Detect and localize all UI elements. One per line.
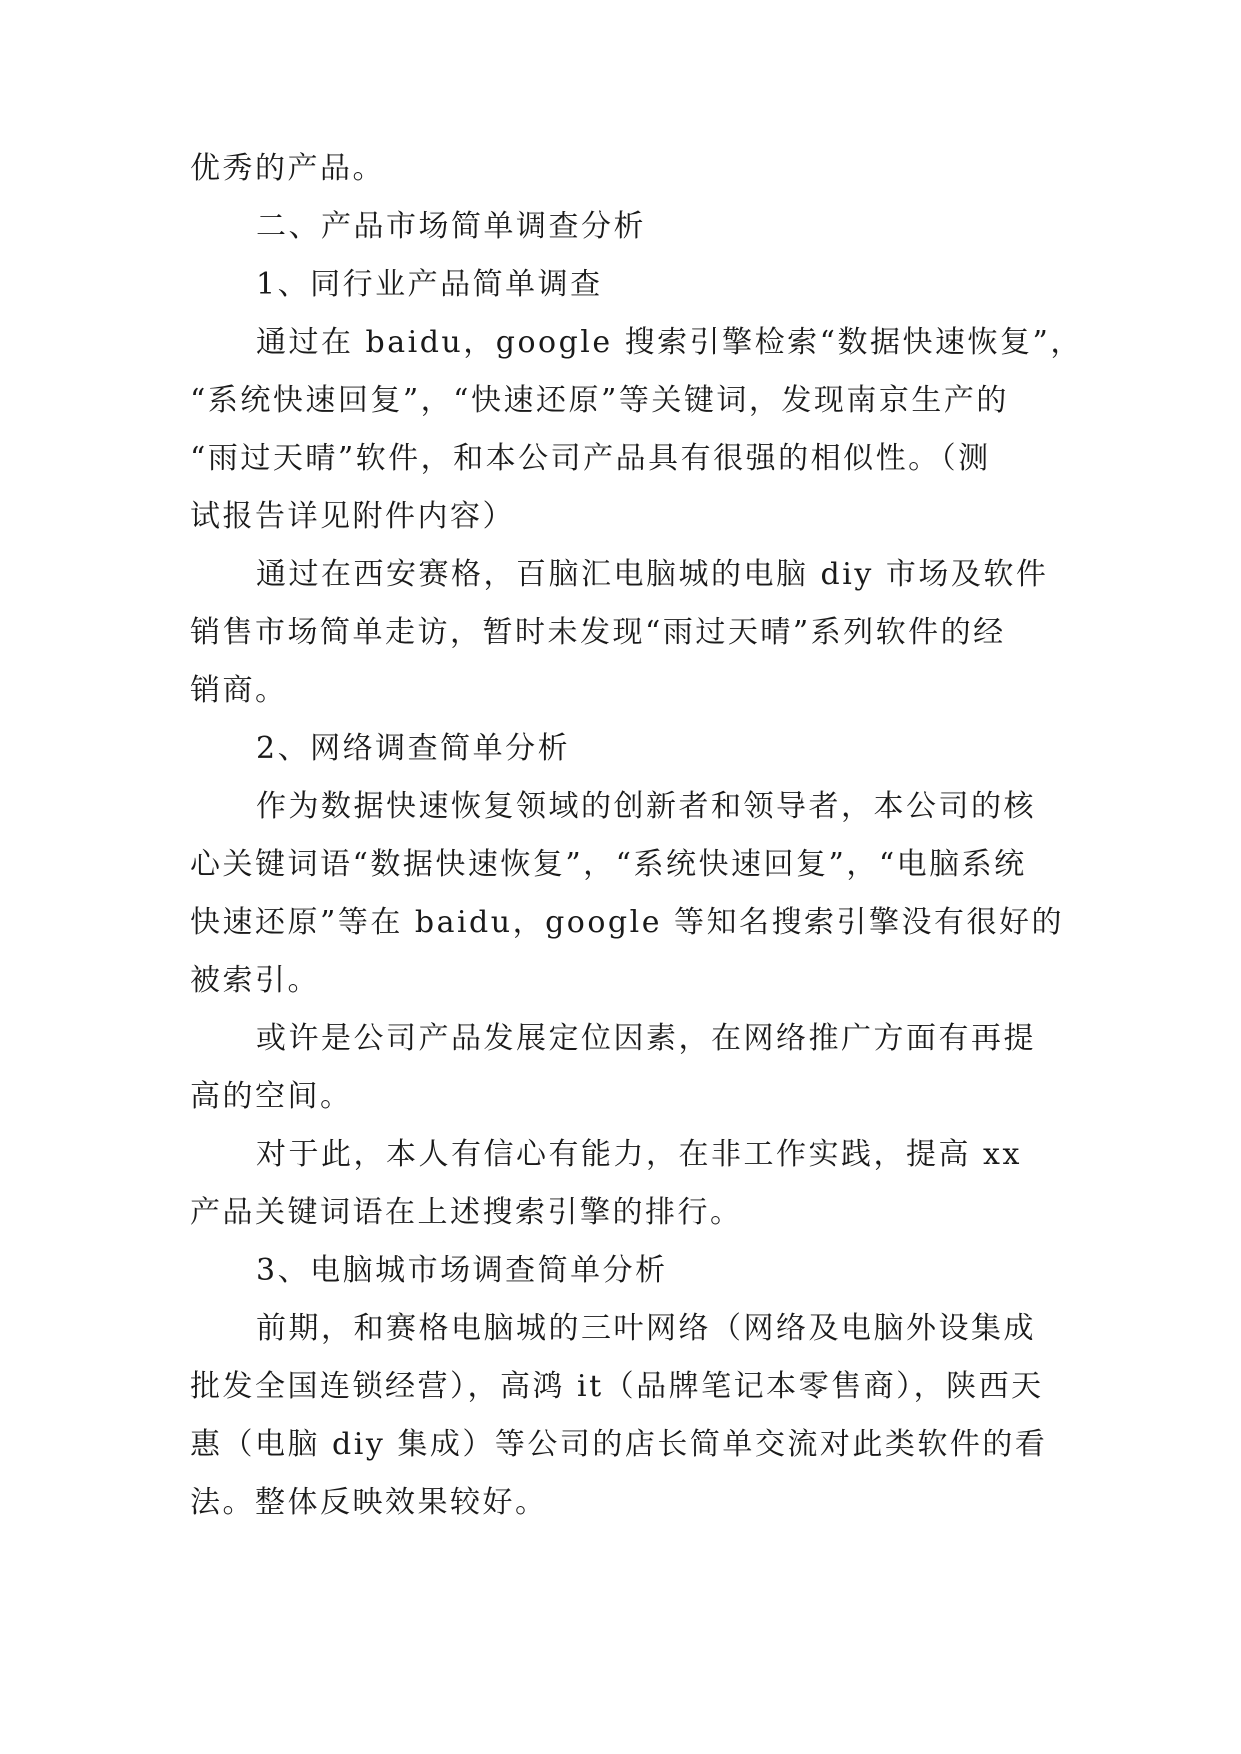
- text-line: 法。整体反映效果较好。: [190, 1485, 548, 1520]
- text-line: 或许是公司产品发展定位因素，在网络推广方面有再提: [256, 1021, 1036, 1056]
- text-line: 批发全国连锁经营），高鸿 it（品牌笔记本零售商），陕西天: [190, 1369, 1044, 1404]
- text-line: 优秀的产品。: [190, 151, 385, 186]
- text-line: 高的空间。: [190, 1079, 353, 1114]
- text-line: 对于此，本人有信心有能力，在非工作实践，提高 xx: [256, 1137, 1022, 1172]
- text-line: 销售市场简单走访，暂时未发现“雨过天晴”系列软件的经: [190, 615, 1006, 650]
- text-line: 作为数据快速恢复领域的创新者和领导者，本公司的核: [256, 789, 1036, 824]
- subsection-heading: 2、网络调查简单分析: [256, 731, 571, 766]
- subsection-heading: 3、电脑城市场调查简单分析: [256, 1253, 668, 1288]
- subsection-heading: 1、同行业产品简单调查: [256, 267, 603, 302]
- section-heading: 二、产品市场简单调查分析: [256, 209, 646, 244]
- text-line: 惠（电脑 diy 集成）等公司的店长简单交流对此类软件的看: [190, 1427, 1048, 1462]
- text-line: 被索引。: [190, 963, 320, 998]
- text-line: “系统快速回复”，“快速还原”等关键词，发现南京生产的: [190, 383, 1009, 418]
- text-line: 心关键词语“数据快速恢复”，“系统快速回复”，“电脑系统: [190, 847, 1027, 882]
- document-page: [190, 140, 1083, 1532]
- text-line: 产品关键词语在上述搜索引擎的排行。: [190, 1195, 743, 1230]
- text-line: “雨过天晴”软件，和本公司产品具有很强的相似性。（测: [190, 441, 991, 476]
- text-line: 快速还原”等在 baidu，google 等知名搜索引擎没有很好的: [190, 905, 1064, 940]
- text-line: 试报告详见附件内容）: [190, 499, 515, 534]
- text-line: 前期，和赛格电脑城的三叶网络（网络及电脑外设集成: [256, 1311, 1036, 1346]
- text-line: 通过在西安赛格，百脑汇电脑城的电脑 diy 市场及软件: [256, 557, 1049, 592]
- text-line: 销商。: [190, 673, 288, 708]
- text-line: 通过在 baidu，google 搜索引擎检索“数据快速恢复”，: [256, 325, 1083, 360]
